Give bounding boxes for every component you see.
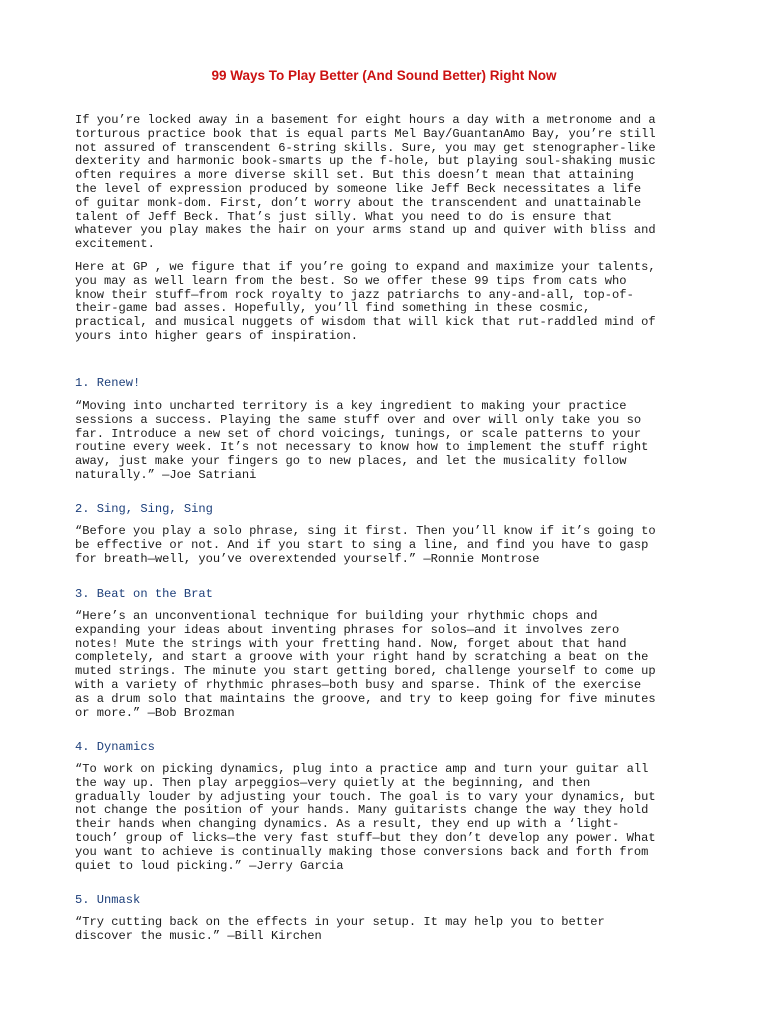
document-title: 99 Ways To Play Better (And Sound Better) Right Now — [211, 68, 557, 83]
tip-heading-5: 5. Unmask — [75, 893, 141, 907]
tip-text-1: “Moving into uncharted territory is a key ingredient to making your practice sessions a success. Playing the same stuff over and over will only take you so far. Introduce a new set of chord voicings, tunings, or scale patterns to your routine every week. It’s not necessary to know how to implement the stuff right away, just make your fingers go to new places, and let the musicality follow naturally.” —Joe Satriani — [75, 399, 649, 482]
tip-text-5: “Try cutting back on the effects in your setup. It may help you to better discover the music.” —Bill Kirchen — [75, 915, 605, 943]
tip-heading-3: 3. Beat on the Brat — [75, 587, 213, 601]
tip-text-2: “Before you play a solo phrase, sing it first. Then you’ll know if it’s going to be effective or not. And if you start to sing a line, and find you have to gasp for breath—well, you’ve overextended yourself.” —Ronnie Montrose — [75, 524, 656, 566]
intro-paragraph-1: If you’re locked away in a basement for eight hours a day with a metronome and a torturous practice book that is equal parts Mel Bay/GuantanAmo Bay, you’re still not assured of transcendent 6-string skills. Sure, you may get stenographer-like dexterity and harmonic book-smarts up the f-hole, but playing soul-shaking music often requires a more diverse skill set. But this doesn’t mean that attaining the level of expression produced by someone like Jeff Beck necessitates a life of guitar monk-dom. First, don’t worry about the transcendent and unattainable talent of Jeff Beck. That’s just silly. What you need to do is ensure that whatever you play makes the hair on your arms stand up and quiver with bliss and excitement. — [75, 113, 656, 252]
tip-heading-1: 1. Renew! — [75, 376, 141, 390]
tip-text-4: “To work on picking dynamics, plug into a practice amp and turn your guitar all the way up. Then play arpeggios—very quietly at the beginning, and then gradually louder by adjusting your touch. The goal is to vary your dynamics, but not change the position of your hands. Many guitarists change the way they hold their hands when changing dynamics. As a result, they end up with a ‘light- touch’ group of licks—the very fast stuff—but they don’t develop any power. What you want to achieve is continually making those conversions back and forth from quiet to loud picking.” —Jerry Garcia — [75, 762, 656, 873]
tip-text-3: “Here’s an unconventional technique for building your rhythmic chops and expanding your ideas about inventing phrases for solos—and it involves zero notes! Mute the strings with your fretting hand. Now, forget about that hand completely, and start a groove with your right hand by scratching a beat on the muted strings. The minute you start getting bored, challenge yourself to come up with a variety of rhythmic phrases—both busy and sparse. Think of the exercise as a drum solo that maintains the groove, and try to keep going for five minutes or more.” —Bob Brozman — [75, 609, 656, 720]
intro-paragraph-2: Here at GP , we figure that if you’re going to expand and maximize your talents, you may as well learn from the best. So we offer these 99 tips from cats who know their stuff—from rock royalty to jazz patriarchs to any-and-all, top-of- their-game bad asses. Hopefully, you’ll find something in these cosmic, practical, and musical nuggets of wisdom that will kick that rut-raddled mind of yours into higher gears of inspiration. — [75, 260, 656, 343]
tip-heading-4: 4. Dynamics — [75, 740, 155, 754]
tip-heading-2: 2. Sing, Sing, Sing — [75, 502, 213, 516]
